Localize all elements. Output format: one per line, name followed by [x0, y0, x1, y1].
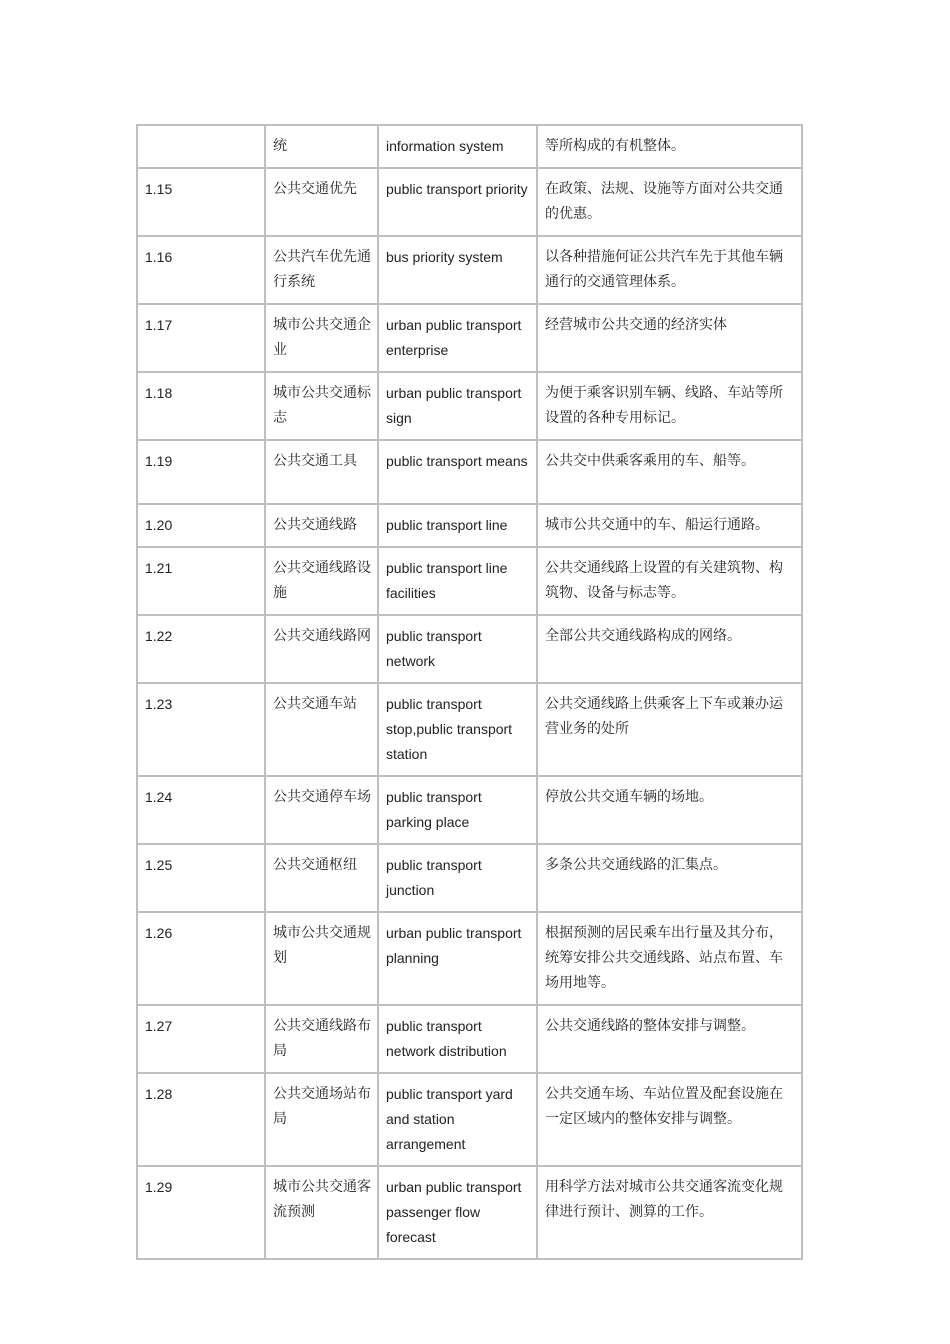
- term-chinese-cell: 公共交通车站: [265, 683, 378, 776]
- term-number-cell: 1.29: [137, 1166, 265, 1259]
- term-definition-cell: 公共交通线路上供乘客上下车或兼办运营业务的处所: [537, 683, 802, 776]
- term-definition-cell: 为便于乘客识别车辆、线路、车站等所设置的各种专用标记。: [537, 372, 802, 440]
- term-english-cell: public transport line: [378, 504, 537, 547]
- table-row: [137, 1005, 802, 1073]
- term-english-cell: public transport means: [378, 440, 537, 504]
- term-number-cell: 1.27: [137, 1005, 265, 1073]
- term-chinese-cell: 公共交通场站布局: [265, 1073, 378, 1166]
- term-english-cell: public transport network distribution: [378, 1005, 537, 1073]
- term-chinese-cell: 公共交通优先: [265, 168, 378, 236]
- term-english-cell: public transport stop,public transport station: [378, 683, 537, 776]
- table-row: [137, 615, 802, 683]
- term-definition-cell: 公共交通车场、车站位置及配套设施在一定区域内的整体安排与调整。: [537, 1073, 802, 1166]
- term-chinese-cell: 公共交通枢纽: [265, 844, 378, 912]
- terms-table-body: [137, 125, 802, 1259]
- table-row: [137, 547, 802, 615]
- term-definition-cell: 公共交通线路的整体安排与调整。: [537, 1005, 802, 1073]
- table-row: [137, 125, 802, 168]
- term-definition-cell: 用科学方法对城市公共交通客流变化规律进行预计、测算的工作。: [537, 1166, 802, 1259]
- term-number-cell: 1.17: [137, 304, 265, 372]
- term-chinese-cell: 城市公共交通客流预测: [265, 1166, 378, 1259]
- term-number-cell: 1.25: [137, 844, 265, 912]
- table-row: [137, 683, 802, 776]
- term-english-cell: bus priority system: [378, 236, 537, 304]
- term-chinese-cell: 公共交通线路网: [265, 615, 378, 683]
- term-number-cell: 1.23: [137, 683, 265, 776]
- term-english-cell: public transport line facilities: [378, 547, 537, 615]
- term-definition-cell: 公共交中供乘客乘用的车、船等。: [537, 440, 802, 504]
- table-row: [137, 1166, 802, 1259]
- term-number-cell: 1.24: [137, 776, 265, 844]
- term-definition-cell: 经营城市公共交通的经济实体: [537, 304, 802, 372]
- table-row: [137, 168, 802, 236]
- term-definition-cell: 根据预测的居民乘车出行量及其分布，统筹安排公共交通线路、站点布置、车场用地等。: [537, 912, 802, 1005]
- term-english-cell: public transport yard and station arrangement: [378, 1073, 537, 1166]
- table-row: [137, 1073, 802, 1166]
- term-chinese-cell: 公共交通工具: [265, 440, 378, 504]
- term-number-cell: 1.18: [137, 372, 265, 440]
- table-row: [137, 912, 802, 1005]
- terms-table: [136, 124, 803, 1260]
- table-row: [137, 504, 802, 547]
- term-chinese-cell: 城市公共交通标志: [265, 372, 378, 440]
- table-row: [137, 844, 802, 912]
- term-chinese-cell: 城市公共交通企业: [265, 304, 378, 372]
- term-chinese-cell: 城市公共交通规划: [265, 912, 378, 1005]
- table-row: [137, 776, 802, 844]
- term-definition-cell: 城市公共交通中的车、船运行通路。: [537, 504, 802, 547]
- table-row: [137, 440, 802, 504]
- term-number-cell: 1.21: [137, 547, 265, 615]
- term-english-cell: urban public transport planning: [378, 912, 537, 1005]
- term-definition-cell: 多条公共交通线路的汇集点。: [537, 844, 802, 912]
- term-definition-cell: 停放公共交通车辆的场地。: [537, 776, 802, 844]
- term-definition-cell: 全部公共交通线路构成的网络。: [537, 615, 802, 683]
- term-definition-cell: 公共交通线路上设置的有关建筑物、构筑物、设备与标志等。: [537, 547, 802, 615]
- term-english-cell: public transport network: [378, 615, 537, 683]
- term-number-cell: 1.19: [137, 440, 265, 504]
- term-number-cell: 1.28: [137, 1073, 265, 1166]
- term-chinese-cell: 公共交通线路设施: [265, 547, 378, 615]
- term-chinese-cell: 公共交通停车场: [265, 776, 378, 844]
- term-chinese-cell: 公共交通线路布局: [265, 1005, 378, 1073]
- term-chinese-cell: 公共汽车优先通行系统: [265, 236, 378, 304]
- term-english-cell: public transport priority: [378, 168, 537, 236]
- table-row: [137, 372, 802, 440]
- term-definition-cell: 以各种措施何证公共汽车先于其他车辆通行的交通管理体系。: [537, 236, 802, 304]
- term-chinese-cell: 统: [265, 125, 378, 168]
- term-english-cell: information system: [378, 125, 537, 168]
- term-number-cell: 1.16: [137, 236, 265, 304]
- term-english-cell: urban public transport sign: [378, 372, 537, 440]
- term-english-cell: public transport junction: [378, 844, 537, 912]
- term-number-cell: 1.22: [137, 615, 265, 683]
- term-english-cell: public transport parking place: [378, 776, 537, 844]
- term-english-cell: urban public transport passenger flow forecast: [378, 1166, 537, 1259]
- term-definition-cell: 等所构成的有机整体。: [537, 125, 802, 168]
- term-number-cell: [137, 125, 265, 168]
- term-english-cell: urban public transport enterprise: [378, 304, 537, 372]
- term-number-cell: 1.20: [137, 504, 265, 547]
- term-definition-cell: 在政策、法规、设施等方面对公共交通的优惠。: [537, 168, 802, 236]
- term-number-cell: 1.26: [137, 912, 265, 1005]
- table-row: [137, 304, 802, 372]
- term-number-cell: 1.15: [137, 168, 265, 236]
- table-row: [137, 236, 802, 304]
- term-chinese-cell: 公共交通线路: [265, 504, 378, 547]
